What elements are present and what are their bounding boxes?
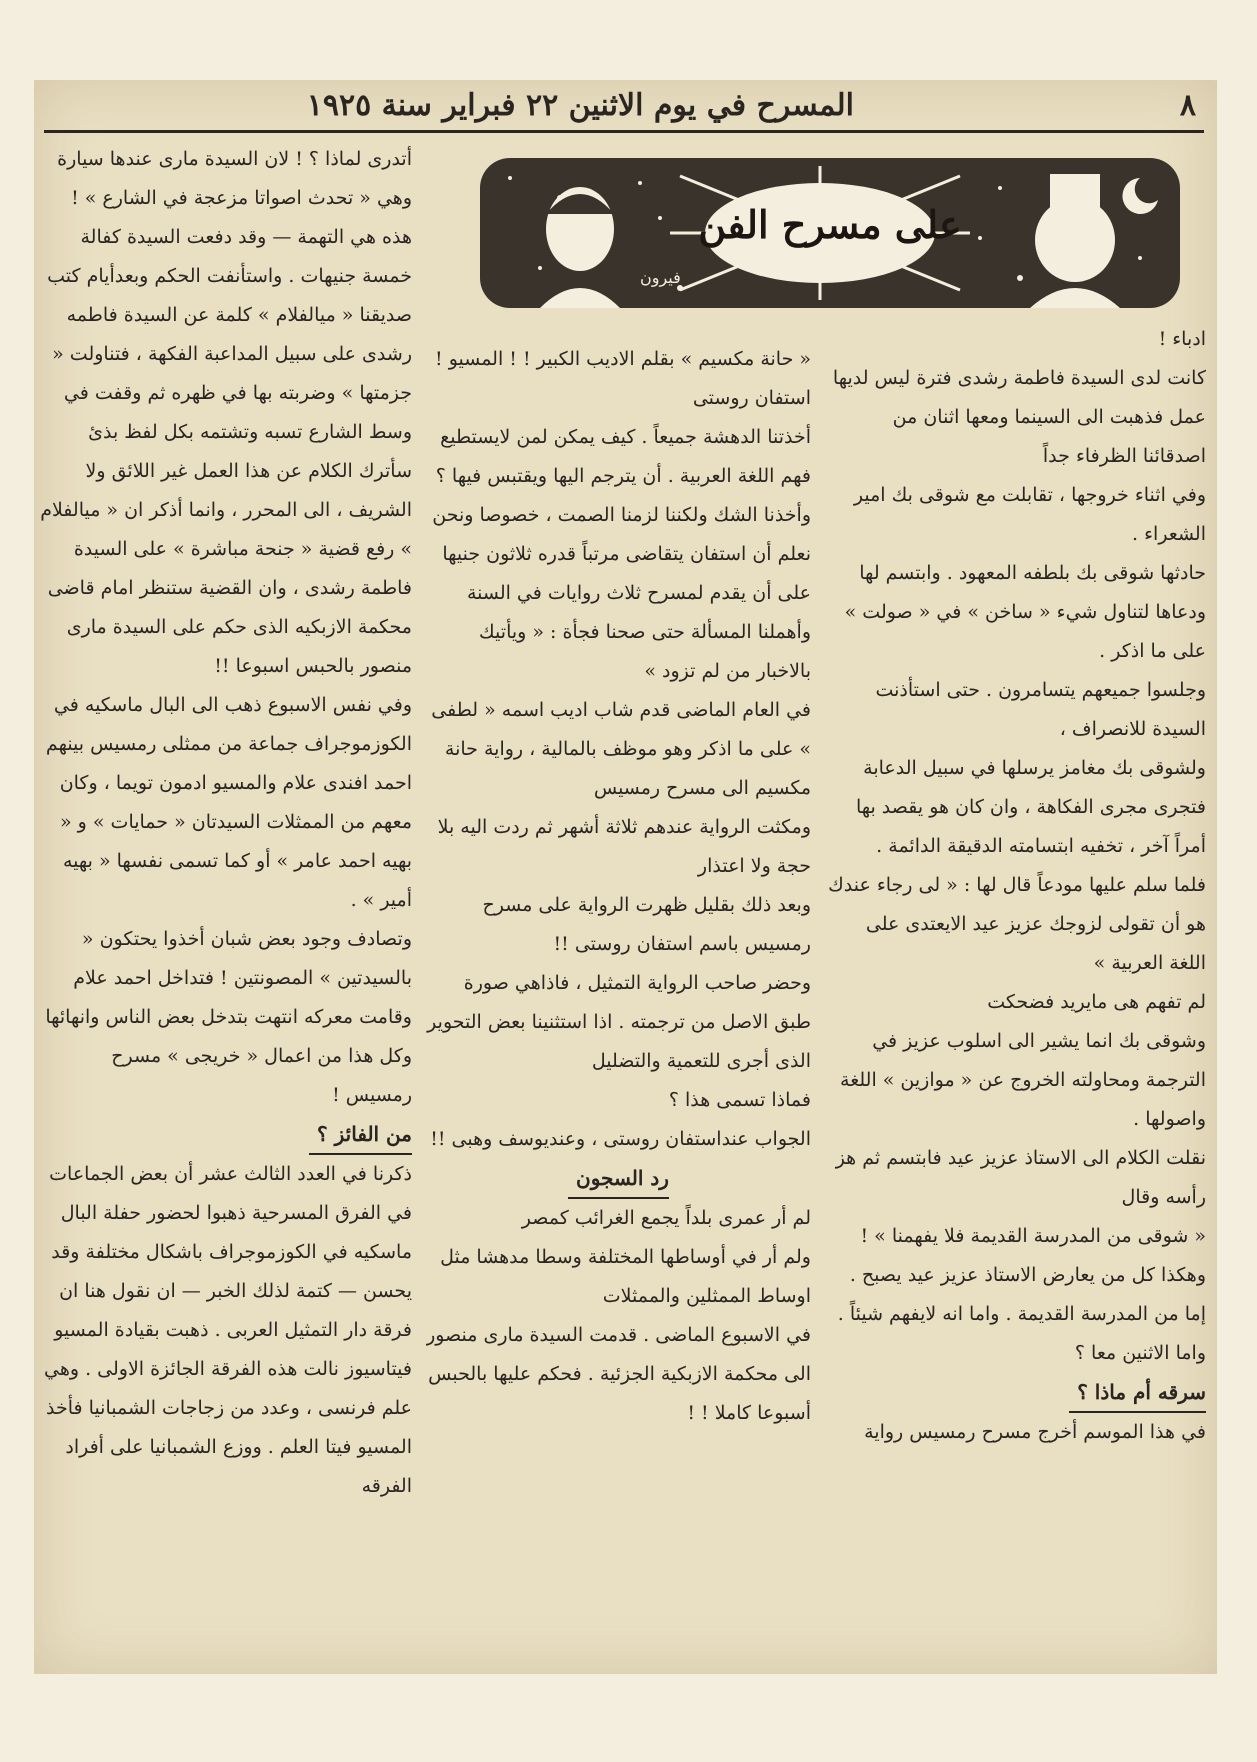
paragraph: وكل هذا من اعمال « خريجى » مسرح رمسيس ! [111,1045,412,1106]
paragraph: سأترك الكلام عن هذا العمل غير اللائق ولا الشريف ، الى المحرر ، وانما أذكر ان « ميالفلام » رفع قضية « جنحة مباشرة » على السيدة فاطمة رشدى ، وان القضية ستنظر امام قاضى محكمة الازبكيه الذى حكم على السيدة مارى منصور بالحبس اسبوعا !! [40,460,412,677]
left-column [40,140,412,1660]
page-header [44,86,1204,133]
paragraph: الجواب عنداستفان روستى ، وعنديوسف وهبى !! [430,1128,811,1150]
paragraph: في هذا الموسم أخرج مسرح رمسيس رواية [864,1421,1206,1443]
paragraph: ولشوقى بك مغامز يرسلها في سبيل الدعابة فتجرى مجرى الفكاهة ، وان كان هو يقصد بها أمراً آخر ، تخفيه ابتسامته الدقيقة الدائمة . [855,757,1206,857]
paragraph: « حانة مكسيم » بقلم الاديب الكبير ! ! المسيو ! استفان روستى [435,348,811,409]
paragraph: وفي اثناء خروجها ، تقابلت مع شوقى بك امير الشعراء . [853,484,1206,545]
man-caricature-icon [520,174,640,308]
section-heading: سرقه أم ماذا ؟ [1069,1373,1206,1413]
paragraph: نقلت الكلام الى الاستاذ عزيز عيد فابتسم ثم هز رأسه وقال [835,1147,1206,1208]
paragraph: ومكثت الرواية عندهم ثلاثة أشهر ثم ردت اليه بلا حجة ولا اعتذار [437,816,811,877]
section-heading: من الفائز ؟ [309,1115,412,1155]
paragraph: أخذتنا الدهشة جميعاً . كيف يمكن لمن لايستطيع فهم اللغة العربية . أن يترجم اليها ويقتبس فيها ؟ [435,426,811,487]
paragraph: أتدرى لماذا ؟ ! لان السيدة مارى عندها سيارة وهي « تحدث اصواتا مزعجة في الشارع » ! [57,148,412,209]
paragraph: فلما سلم عليها مودعاً قال لها : « لى رجاء عندك هو أن تقولى لزوجك عزيز عيد الايعتدى على اللغة العربية » [828,874,1206,974]
header-title: المسرح في يوم الاثنين ٢٢ فبراير سنة ١٩٢٥ [306,88,854,123]
paragraph: وأهملنا المسألة حتى صحنا فجأة : « ويأتيك بالاخبار من لم تزود » [479,621,811,682]
banner-title: على مسرح الفن [698,202,962,247]
paragraph: هذه هي التهمة — وقد دفعت السيدة كفالة خمسة جنيهات . واستأنفت الحكم وبعدأيام كتب صديقنا « ميالفلام » كلمة عن السيدة فاطمه رشدى على سبيل المداعبة الفكهة ، فتناولت « جزمتها » وضربته بها في ظهره ثم وقفت في وسط الشارع تسبه وتشتمه بكل لفظ بذئ [47,226,412,443]
section-heading: ادباء ! [1158,328,1206,350]
paragraph: « شوقى من المدرسة القديمة فلا يفهمنا » ! [860,1225,1206,1247]
paragraph: وحضر صاحب الرواية التمثيل ، فاذاهي صورة طبق الاصل من ترجمته . اذا استثنينا بعض التحوير الذى أجرى للتعمية والتضليل [427,972,811,1072]
paragraph: وتصادف وجود بعض شبان أخذوا يحتكون « بالسيدتين » المصونتين ! فتداخل احمد علام وقامت معركه انتهت بتدخل بعض الناس وانهائها [45,928,412,1028]
page-number: ٨ [1179,88,1196,123]
paragraph: وفي نفس الاسبوع ذهب الى البال ماسكيه في الكوزموجراف جماعة من ممثلى رمسيس بينهم احمد افندى علام والمسيو ادمون تويما ، وكان معهم من الممثلات السيدتان « حمايات » و « بهيه احمد عامر » أو كما تسمى نفسها « بهيه أمير » . [45,694,412,911]
paragraph: وأخذنا الشك ولكننا لزمنا الصمت ، خصوصا ونحن نعلم أن استفان يتقاضى مرتباً قدره ثلاثون جنيها على أن يقدم لمسرح ثلاث روايات في السنة [432,504,811,604]
paragraph: حادثها شوقى بك بلطفه المعهود . وابتسم لها ودعاها لتناول شيء « ساخن » في « صولت » على ما اذكر . [844,562,1206,662]
paragraph: ولم أر في أوساطها المختلفة وسطا مدهشا مثل اوساط الممثلين والممثلات [440,1246,811,1307]
paragraph: فماذا تسمى هذا ؟ [668,1089,811,1111]
paragraph: وشوقى بك انما يشير الى اسلوب عزيز في الترجمة ومحاولته الخروج عن « موازين » اللغة واصولها . [840,1030,1206,1130]
paragraph: في العام الماضى قدم شاب اديب اسمه « لطفى » على ما اذكر وهو موظف بالمالية ، رواية حانة مكسيم الى مسرح رمسيس [431,699,811,799]
paragraph: لم أر عمرى بلداً يجمع الغرائب كمصر [521,1207,811,1229]
artist-signature: فيرون [640,268,681,287]
paragraph: وجلسوا جميعهم يتسامرون . حتى استأذنت السيدة للانصراف ، [875,679,1206,740]
paragraph: وهكذا كل من يعارض الاستاذ عزيز عيد يصبح . إما من المدرسة القديمة . واما انه لايفهم شيئاً . واما الاثنين معا ؟ [837,1264,1206,1364]
middle-column [426,340,811,1660]
section-heading: رد السجون [568,1159,669,1199]
paragraph: كانت لدى السيدة فاطمة رشدى فترة ليس لديها عمل فذهبت الى السينما ومعها اثنان من اصدقائنا الظرفاء جداً [832,367,1206,467]
paragraph: وبعد ذلك بقليل ظهرت الرواية على مسرح رمسيس باسم استفان روستى !! [482,894,811,955]
right-column [826,140,1206,1660]
paragraph: في الاسبوع الماضى . قدمت السيدة مارى منصور الى محكمة الازبكية الجزئية . فحكم عليها بالحبس أسبوعا كاملا ! ! [426,1324,811,1424]
paragraph: ذكرنا في العدد الثالث عشر أن بعض الجماعات في الفرق المسرحية ذهبوا لحضور حفلة البال ماسكيه في الكوزموجراف باشكال مختلفة وقد يحسن — كتمة لذلك الخبر — ان نقول هنا ان فرقة دار التمثيل العربى . ذهبت بقيادة المسيو فيتاسيوز نالت هذه الفرقة الجائزة الاولى . وهي علم فرنسى ، وعدد من زجاجات الشمبانيا فأخذ المسيو فيتا العلم . ووزع الشمبانيا على أفراد الفرقه [44,1163,412,1497]
paragraph: لم تفهم هى مايريد فضحكت [987,991,1206,1013]
